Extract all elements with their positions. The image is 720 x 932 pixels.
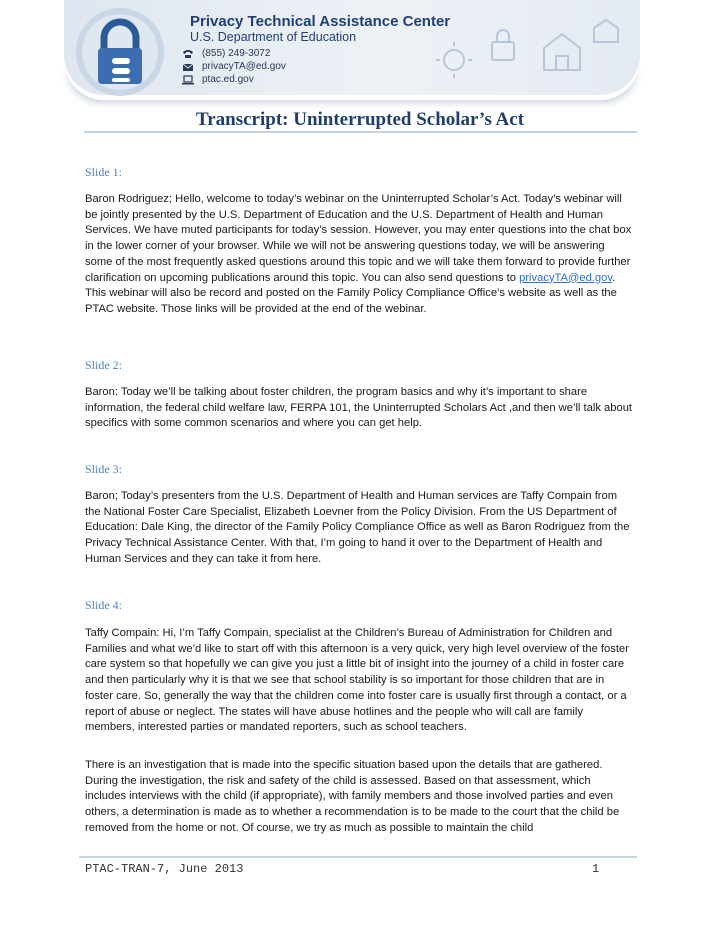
email-row	[182, 60, 450, 73]
page-number: 1	[592, 862, 600, 876]
slide-3-paragraph: Baron; Today’s presenters from the U.S. Department of Health and Human services are Taffy Compain from the National Foster Care Specialist, Elizabeth Loevner from the Policy Division. From the US Department of Education: Dale King, the director of the Family Policy Compliance Office as well as Baron Rodriguez from the Privacy Technical Assistance Center. With that, I’m going to hand it over to the Department of Health and Human Services and they can take it from here.	[85, 490, 630, 565]
website-url[interactable]: ptac.ed.gov	[202, 74, 254, 85]
email-address[interactable]: privacyTA@ed.gov	[202, 61, 286, 72]
footer-divider	[79, 856, 637, 858]
page-title: Transcript: Uninterrupted Scholar’s Act	[195, 109, 525, 130]
website-row	[182, 73, 450, 86]
dept-name: U.S. Department of Education	[190, 30, 357, 44]
paragraph-text: Baron Rodriguez; Hello, welcome to today’s webinar on the Uninterrupted Scholar’s Act. Today’s webinar will be jointly presented by the U.S. Department of Education and the U.S. Department of Health and Human Services. We have muted participants for today’s session. However, you may enter questions into the chat box in the lower corner of your browser. While we will not be answering questions today, we will be answering some of the most frequently asked questions around this topic and we will take them forward to provide further clarification on upcoming publications around this topic. You can also send questions to	[85, 193, 632, 284]
slide-4-paragraph: Taffy Compain: Hi, I’m Taffy Compain, specialist at the Children’s Bureau of Administration for Children and Families and what we’d like to start off with this afternoon is a very quick, very high level overview of the foster care system so that hopefully we can give you just a little bit of insight into the journey of a child in foster care and then particularly why it is that we see that school stability is so important for those children that are in foster care. So, generally the way that the children come into foster care is usually first through a contact, or a report of abuse or neglect. The states will have abuse hotlines and the people who will call are family members, interested parties or mandated reporters, such as school teachers.	[85, 627, 629, 734]
slide-2-paragraph: Baron: Today we’ll be talking about foster children, the program basics and why it’s important to share information, the federal child welfare law, FERPA 101, the Uninterrupted Scholars Act ,and then we’ll talk about specifics with some common scenarios and where you can get help.	[85, 386, 633, 430]
computer-icon	[182, 75, 194, 85]
paragraph-text: . This webinar will also be record and posted on the Family Policy Compliance Office’s website as well as the PTAC website. Those links will be provided at the end of the webinar.	[85, 271, 617, 315]
ptac-lock-logo	[74, 6, 166, 98]
phone-number: (855) 249-3072	[202, 48, 271, 59]
slide-1-paragraph	[85, 192, 633, 318]
slide-label: Slide 3:	[85, 462, 123, 476]
banner-text	[190, 14, 450, 86]
phone-icon	[182, 49, 194, 59]
email-link[interactable]: privacyTA@ed.gov	[519, 271, 613, 284]
slide-4-paragraph: There is an investigation that is made into the specific situation based upon the details that are gathered. During the investigation, the risk and safety of the child is assessed. Based on that assessment, which includes interviews with the child (if appropriate), with family members and those involved parties and even others, a determination is made as to whether a recommendation is to be made to the court that the child be removed from the home or not. Of course, we try as much as possible to maintain the child	[85, 759, 620, 834]
org-name: Privacy Technical Assistance Center	[190, 13, 451, 30]
slide-label: Slide 2:	[85, 358, 123, 372]
envelope-icon	[182, 62, 194, 72]
slide-label: Slide 1:	[85, 165, 123, 179]
title-divider	[84, 131, 637, 133]
slide-label: Slide 4:	[85, 598, 123, 612]
phone-row	[182, 47, 450, 60]
footer-doc-id: PTAC-TRAN-7, June 2013	[85, 862, 244, 876]
